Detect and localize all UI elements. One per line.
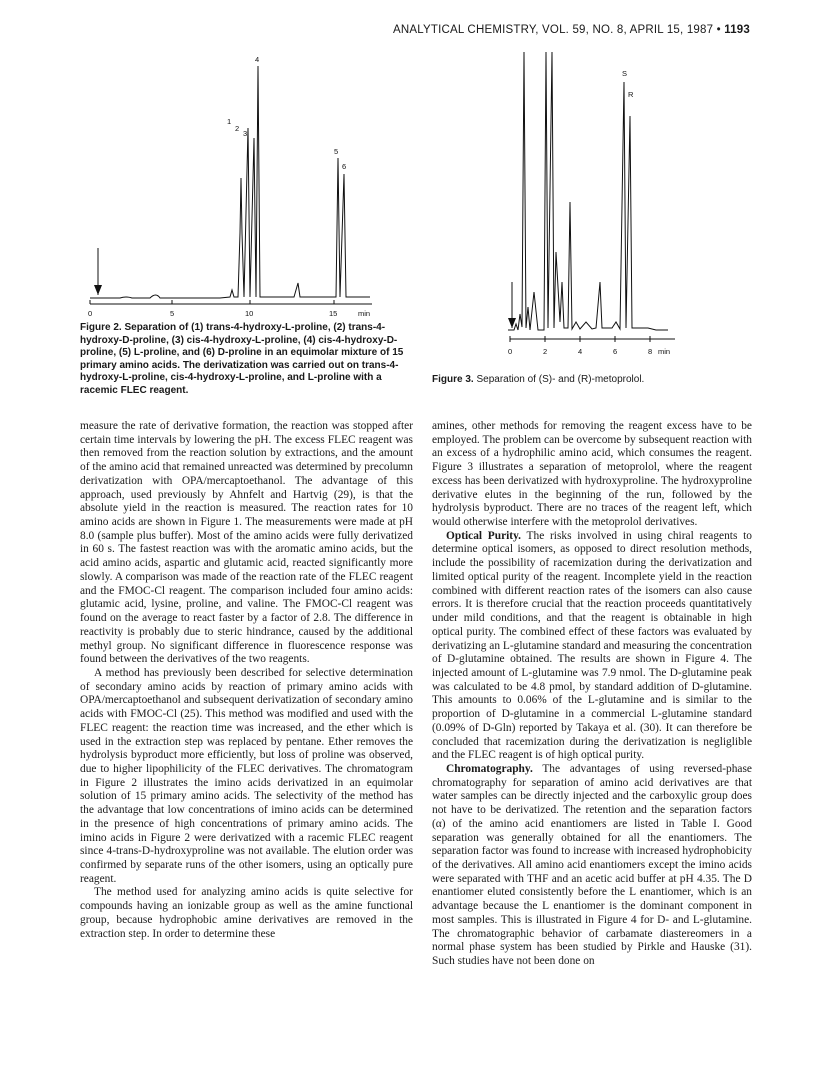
x-tick-label: 8 (648, 347, 653, 356)
x-axis-unit: min (658, 347, 671, 356)
x-tick-label: 15 (329, 309, 338, 318)
left-text-column (80, 420, 413, 941)
figure-2-caption-label: Figure 2. (80, 322, 122, 333)
paragraph-chromatography (432, 763, 752, 969)
journal-citation: ANALYTICAL CHEMISTRY, VOL. 59, NO. 8, APRIL 15, 1987 (393, 24, 714, 36)
header-bullet: • (716, 24, 721, 36)
section-heading: Chromatography. (446, 762, 533, 775)
peak-label: 2 (235, 124, 240, 133)
x-tick-label: 10 (245, 309, 254, 318)
peak-label: R (628, 90, 634, 99)
paragraph: measure the rate of derivative formation, the reaction was stopped after certain time intervals by lowering the pH. The excess FLEC reagent was then removed from the reaction solution by extractions, and the amount of the amino acid that remained unreacted was determined by precolumn derivatization with OPA/mercaptoethanol. The advantage of this approach, used previously by Ahnfelt and Hartvig (29), is that the absolute yield in the reaction is measured. The reaction rates for 10 amino acids are shown in Figure 1. The measurements were made at pH 8.0 (sample plus buffer). Most of the amino acids were fully derivatized in 60 s. The fastest reaction was with the aromatic amino acids, but the acid amino acids, aspartic and glutamic acid, reacted significantly more slowly. A comparison was made of the reaction rate of the FLEC reagent and the FMOC-Cl reagent. The comparison included four amino acids: glutamic acid, lysine, proline, and valine. The FMOC-Cl reagent was found on the average to react faster by a factor of 2.8. The difference in reactivity is probably due to steric hindrance, caused by the additional methyl group. No significant difference in fluorescence response was found between the derivatives of the two reagents. (80, 420, 413, 666)
section-heading: Optical Purity. (446, 529, 522, 542)
chromatogram-trace (508, 52, 668, 330)
x-tick-label: 0 (88, 309, 93, 318)
page-number: 1193 (724, 24, 750, 36)
x-tick-label: 0 (508, 347, 513, 356)
paragraph: amines, other methods for removing the reagent excess have to be employed. The problem can be overcome by subsequent reaction with an excess of a hydrophilic amino acid, which consumes the reagent. Figure 3 illustrates a separation of metoprolol, where the reagent excess has been derivatized with hydroxyproline. The hydroxyproline derivative elutes in the beginning of the run, followed by the hydrolysis byproduct. There are no traces of the reagent left, which would otherwise interfere with the metoprolol derivatives. (432, 420, 752, 529)
paragraph-text: The risks involved in using chiral reagents to determine optical isomers, as opposed to direct resolution methods, include the possibility of racemization during the derivatization and limited optical purity of the reagent. Incomplete yield in the reaction combined with different reaction rates of the isomers can also cause errors. It is therefore crucial that the reaction proceeds quantitatively under mild conditions, and that the reagent is obtainable in high optical purity. The combined effect of these factors was evaluated by derivatizing an L-glutamine standard and measuring the concentration of D-glutamine obtained. The results are shown in Figure 4. The injected amount of L-glutamine was 7.9 nmol. The D-glutamine peak was calculated to be 4.8 pmol, by standard addition of D-glutamine. This amounts to 0.06% of the L-glutamine and is similar to the proportion of D-glutamine in a commercial L-glutamine standard (0.09% of D-Gln) reported by Takaya et al. (30). It can therefore be concluded that racemization during the derivatization is negliglible and the FLEC reagent is of high optical purity. (432, 529, 752, 762)
peak-label: 1 (227, 117, 232, 126)
injection-arrowhead (94, 285, 102, 295)
x-tick-label: 6 (613, 347, 618, 356)
right-text-column (432, 420, 752, 969)
paragraph-optical-purity (432, 530, 752, 763)
chromatogram-trace (90, 66, 370, 298)
paragraph: A method has previously been described for selective determination of secondary amino acids by reaction of primary amino acids with OPA/mercaptoethanol and subsequent derivatization of secondary amino acids with FMOC-Cl (25). This method was modified and used with the FLEC reagent: the reaction time was increased, and the ether which is used in the extraction step was replaced by pentane. Ether removes the hydrolysis byproduct more efficiently, but loss of proline was observed, due to higher lipophilicity of the FLEC derivatives. The chromatogram in Figure 2 illustrates the imino acids derivatized in an equimolar solution of 15 primary amino acids. The selectivity of the method has the advantage that low concentrations of imino acids can be determined in the presence of high concentrations of primary amino acids. The imino acids in Figure 2 were derivatized with a racemic FLEC reagent since 4-trans-D-hydroxyproline was not available. The elution order was confirmed by separate runs of the other isomers, using an optically pure reagent. (80, 666, 413, 885)
figure-3-chromatogram (500, 52, 690, 368)
x-tick-label: 4 (578, 347, 583, 356)
peak-label: 3 (243, 129, 248, 138)
paragraph-text: The advantages of using reversed-phase chromatography for separation of amino acid derivatives are that water samples can be directly injected and the carboxylic group does not have to be derivatized. The retention and the separation factors (α) of the amino acid enantiomers are listed in Table I. Good separation was generally obtained for all the enantiomers. The separation factor was found to increase with increased hydrophobicity of the derivatives. All amino acid enantiomers except the imino acids were separated with THF and an acetic acid buffer at pH 4.35. The D enantiomer eluted consistently before the L enantiomer, which is an advantage because the L enantiomer is the dominant component in most samples. This is illustrated in Figure 4 for D- and L-glutamine. The chromatographic behavior of carbamate diastereomers in a normal phase system has been studied by Pirkle and Hauske (31). Such studies have not been done on (432, 762, 752, 968)
figure-3-caption (432, 374, 752, 387)
peak-label: S (622, 69, 628, 78)
figure-3-caption-label: Figure 3. (432, 374, 474, 385)
figure-3-caption-text: Separation of (S)- and (R)-metoprolol. (476, 374, 645, 385)
x-tick-label: 5 (170, 309, 175, 318)
figure-2-caption (80, 322, 410, 398)
peak-label: 5 (334, 147, 339, 156)
figure-2-caption-text: Separation of (1) trans-4-hydroxy-L-proline, (2) trans-4-hydroxy-D-proline, (3) cis-4-hydroxy-L-proline, (4) cis-4-hydroxy-D-proline, (5) L-proline, and (6) D-proline in an equimolar mixture of 15 primary amino acids. The derivatization was carried out on trans-4-hydroxy-L-proline, cis-4-hydroxy-L-proline, and L-proline with a racemic FLEC reagent. (80, 322, 404, 396)
peak-label: 6 (342, 162, 347, 171)
x-axis-unit: min (358, 309, 371, 318)
figure-2-chromatogram (80, 48, 420, 320)
peak-label: 4 (255, 55, 260, 64)
paragraph: The method used for analyzing amino acids is quite selective for compounds having an ionizable group as well as the amine functional group, because hydrophobic amine derivatives are removed in the extraction step. In order to determine these (80, 886, 413, 940)
x-tick-label: 2 (543, 347, 548, 356)
running-header (393, 24, 750, 36)
